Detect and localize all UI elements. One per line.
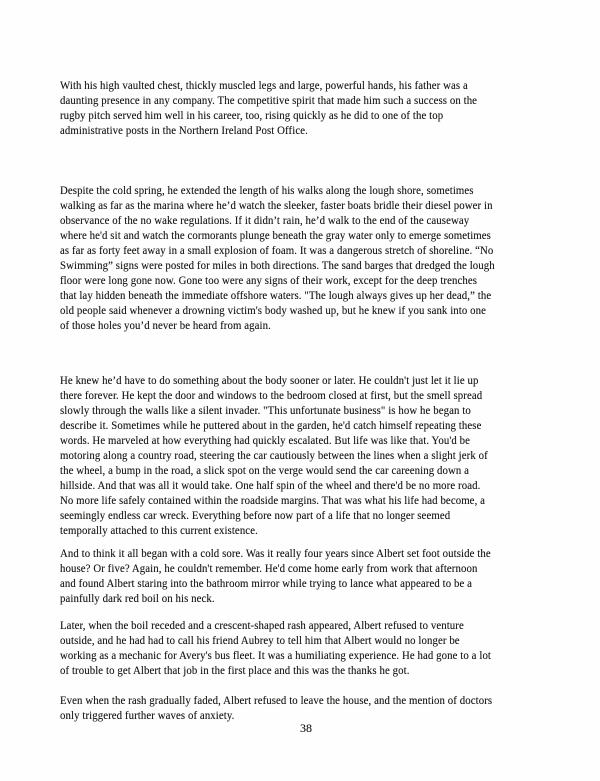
text-line: painfully dark red boil on his neck. bbox=[60, 591, 215, 605]
text-line: slowly through the walls like a silent invader. "This unfortunate business" is how he began to bbox=[60, 403, 471, 417]
text-line: daunting presence in any company. The competitive spirit that made him such a success on the bbox=[60, 93, 478, 107]
text-line: only triggered further waves of anxiety. bbox=[60, 708, 235, 722]
text-line: there forever. He kept the door and windows to the bedroom closed at first, but the smell spread bbox=[60, 388, 483, 402]
text-line: walking as far as the marina where he’d watch the sleeker, faster boats bridle their diesel power in bbox=[60, 198, 493, 212]
text-line: as far as forty feet away in a small explosion of foam. It was a dangerous stretch of shoreline. “No bbox=[60, 243, 494, 257]
text-line: Even when the rash gradually faded, Albert refused to leave the house, and the mention of doctors bbox=[60, 693, 493, 707]
text-line: where he'd sit and watch the cormorants plunge beneath the gray water only to emerge sometimes bbox=[60, 228, 491, 242]
text-line: motoring along a country road, steering the car cautiously between the lines when a slight jerk of bbox=[60, 448, 488, 462]
text-line: describe it. Sometimes while he puttered about in the garden, he'd catch himself repeating these bbox=[60, 418, 482, 432]
text-column bbox=[60, 78, 564, 723]
paragraph bbox=[60, 546, 564, 606]
text-line: And to think it all began with a cold sore. Was it really four years since Albert set foot outside the bbox=[60, 546, 491, 560]
paragraph bbox=[60, 693, 564, 723]
text-line: of those holes you’d never be heard from again. bbox=[60, 318, 271, 332]
paragraph bbox=[60, 183, 564, 333]
text-line: outside, and he had had to call his friend Aubrey to tell him that Albert would no longer be bbox=[60, 633, 460, 647]
text-line: floor were long gone now. Gone too were any signs of their work, except for the deep trenches bbox=[60, 273, 478, 287]
text-line: hillside. And that was all it would take. One half spin of the wheel and there'd be no more road. bbox=[60, 478, 481, 492]
text-line: Later, when the boil receded and a crescent-shaped rash appeared, Albert refused to venture bbox=[60, 618, 464, 632]
text-line: house? Or five? Again, he couldn't remember. He'd come home early from work that afternoon bbox=[60, 561, 478, 575]
text-line: temporally attached to this current existence. bbox=[60, 523, 258, 537]
text-line: the wheel, a bump in the road, a slick spot on the verge would send the car careening down a bbox=[60, 463, 470, 477]
text-line: that lay hidden beneath the immediate offshore waters. "The lough always gives up her dead,” the bbox=[60, 288, 492, 302]
text-line: working as a mechanic for Avery's bus fleet. It was a humiliating experience. He had gone to a lot bbox=[60, 648, 492, 662]
text-line: Swimming” signs were posted for miles in both directions. The sand barges that dredged the lough bbox=[60, 258, 495, 272]
text-line: No more life safely contained within the roadside margins. That was what his life had become, a bbox=[60, 493, 486, 507]
text-line: administrative posts in the Northern Ireland Post Office. bbox=[60, 123, 308, 137]
paragraph bbox=[60, 373, 564, 538]
text-line: of trouble to get Albert that job in the first place and this was the thanks he got. bbox=[60, 663, 410, 677]
text-line: seemingly endless car wreck. Everything before now part of a life that no longer seemed bbox=[60, 508, 451, 522]
text-line: With his high vaulted chest, thickly muscled legs and large, powerful hands, his father was a bbox=[60, 78, 468, 92]
page-number: 38 bbox=[300, 721, 312, 735]
text-line: and found Albert staring into the bathroom mirror while trying to lance what appeared to be a bbox=[60, 576, 473, 590]
paragraph bbox=[60, 618, 564, 678]
text-line: words. He marveled at how everything had quickly escalated. But life was like that. You'd be bbox=[60, 433, 471, 447]
text-line: rugby pitch served him well in his career, too, rising quickly as he did to one of the top bbox=[60, 108, 444, 122]
paragraph bbox=[60, 78, 564, 138]
text-line: He knew he’d have to do something about the body sooner or later. He couldn't just let it lie up bbox=[60, 373, 479, 387]
text-line: Despite the cold spring, he extended the length of his walks along the lough shore, sometimes bbox=[60, 183, 474, 197]
text-line: old people said whenever a drowning victim's body washed up, but he knew if you sank into one bbox=[60, 303, 487, 317]
text-line: observance of the no wake regulations. If it didn’t rain, he’d walk to the end of the causeway bbox=[60, 213, 470, 227]
